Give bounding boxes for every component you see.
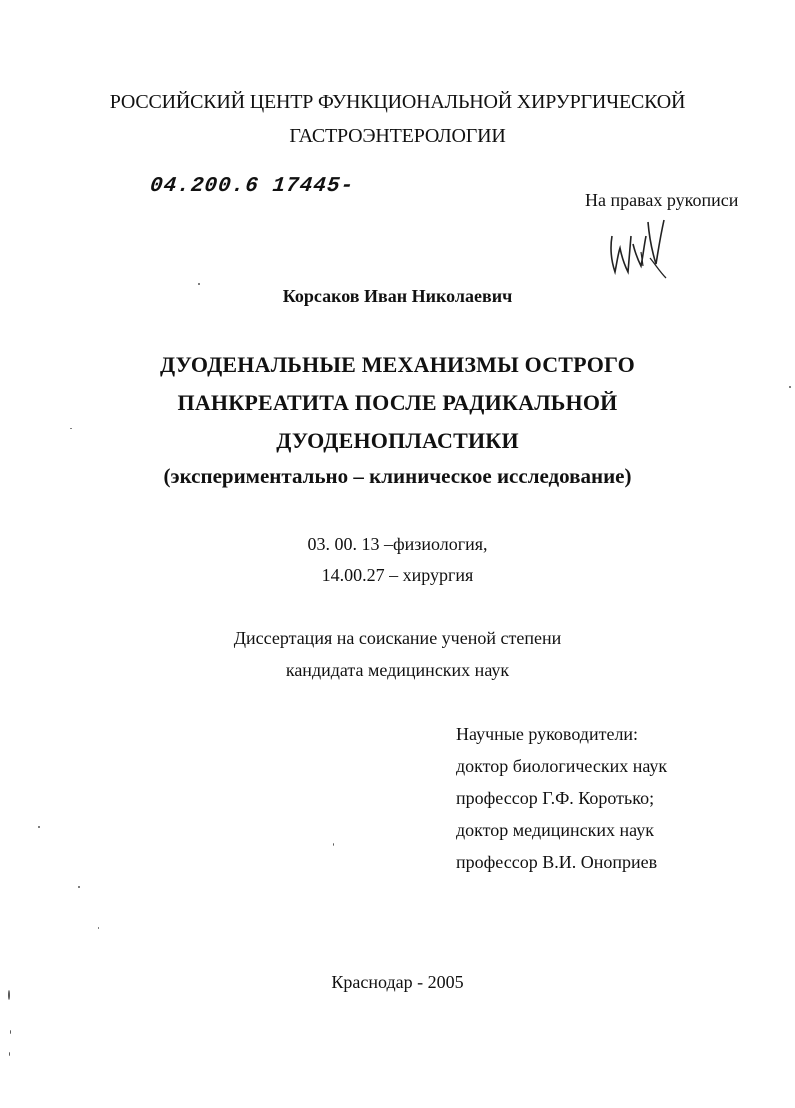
supervisor-1-name: профессор Г.Ф. Коротько; xyxy=(456,788,655,808)
supervisors-heading: Научные руководители: xyxy=(456,724,639,744)
organization-name-line-1: РОССИЙСКИЙ ЦЕНТР ФУНКЦИОНАЛЬНОЙ ХИРУРГИЧЕСКОЙ xyxy=(109,91,686,113)
thesis-subtitle: (экспериментально – клиническое исследование) xyxy=(163,464,632,488)
degree-line-2: кандидата медицинских наук xyxy=(285,660,510,680)
specialty-physiology: 03. 00. 13 –физиология, xyxy=(307,534,488,554)
rights-note: На правах рукописи xyxy=(585,190,739,210)
thesis-title-line-1: ДУОДЕНАЛЬНЫЕ МЕХАНИЗМЫ ОСТРОГО xyxy=(160,352,635,377)
degree-line-1: Диссертация на соискание ученой степени xyxy=(233,628,562,648)
scan-speck xyxy=(333,843,334,846)
supervisor-2-name: профессор В.И. Оноприев xyxy=(456,852,658,872)
place-and-year: Краснодар - 2005 xyxy=(331,972,464,992)
supervisor-1-degree: доктор биологических наук xyxy=(456,756,668,776)
scan-speck xyxy=(789,386,791,388)
author-name: Корсаков Иван Николаевич xyxy=(282,286,513,306)
thesis-title-line-2: ПАНКРЕАТИТА ПОСЛЕ РАДИКАЛЬНОЙ xyxy=(177,390,618,415)
scan-speck xyxy=(78,886,80,888)
supervisor-2-degree: доктор медицинских наук xyxy=(456,820,654,840)
scan-speck xyxy=(8,990,10,1000)
scan-speck xyxy=(70,428,72,429)
scan-speck xyxy=(9,1052,10,1056)
scan-speck xyxy=(10,1030,11,1034)
thesis-title-line-3: ДУОДЕНОПЛАСТИКИ xyxy=(276,428,519,453)
scan-speck xyxy=(98,927,99,929)
organization-name-line-2: ГАСТРОЭНТЕРОЛОГИИ xyxy=(289,125,506,147)
specialty-surgery: 14.00.27 – хирургия xyxy=(321,565,474,585)
scan-speck xyxy=(38,826,40,828)
registration-stamp: 04.200.6 17445- xyxy=(148,175,356,198)
signature-icon xyxy=(600,214,680,284)
scan-speck xyxy=(198,283,200,285)
supervisors-block xyxy=(456,718,667,878)
